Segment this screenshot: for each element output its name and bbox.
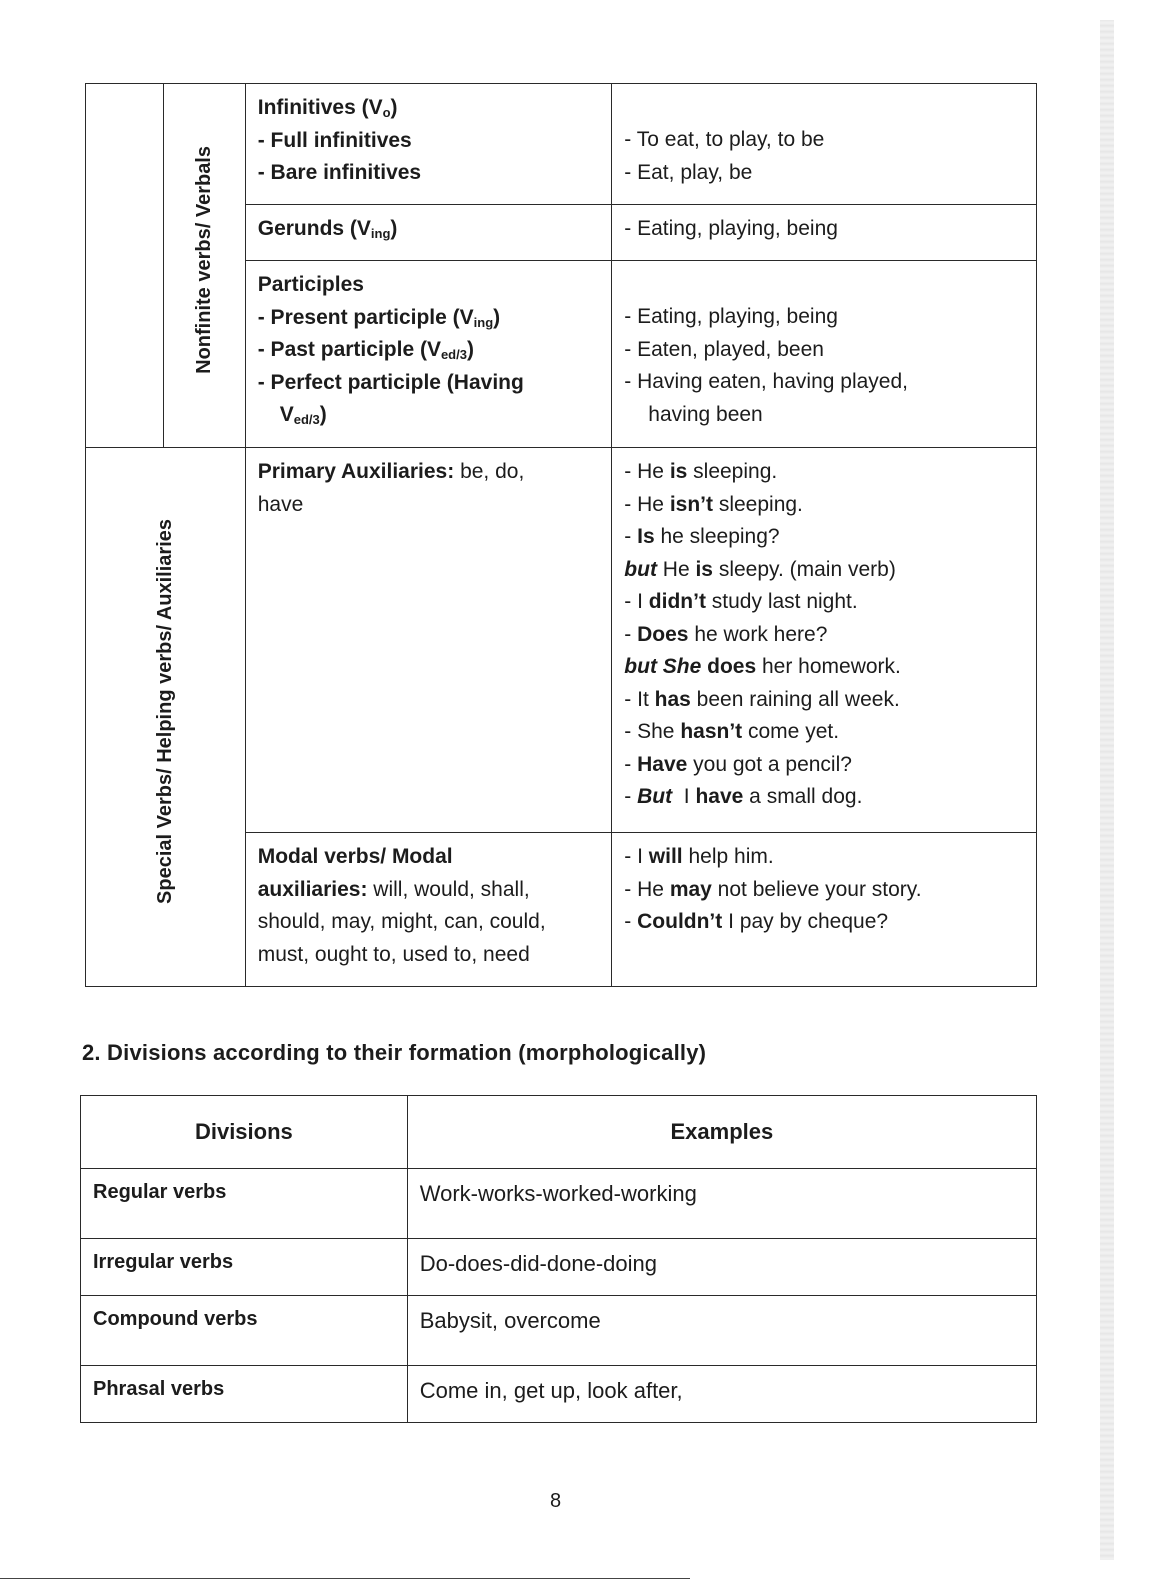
category-cell-infinitives bbox=[245, 84, 612, 205]
subscript: ing bbox=[370, 226, 391, 241]
group-label-special: Special Verbs/ Helping verbs/ Auxiliaries bbox=[154, 519, 177, 905]
example-line: - Eating, playing, being bbox=[624, 305, 838, 328]
category-line: should, may, might, can, could, bbox=[257, 910, 546, 933]
example-line: - But I have a small dog. bbox=[624, 785, 863, 808]
category-cell-gerunds bbox=[245, 205, 612, 261]
group-label-nonfinite: Nonfinite verbs/ Verbals bbox=[193, 146, 216, 375]
empty-cell bbox=[86, 84, 164, 448]
division-cell: Phrasal verbs bbox=[81, 1366, 408, 1423]
list-item: - Full infinitives bbox=[257, 128, 412, 152]
group-label-cell bbox=[163, 84, 245, 448]
list-item-end: ) bbox=[319, 403, 327, 426]
example-line: - Does he work here? bbox=[624, 622, 828, 646]
section-heading: 2. Divisions according to their formation (morphologically) bbox=[82, 1040, 707, 1065]
example-line: - He is sleeping. bbox=[624, 460, 778, 483]
example-cell: Do-does-did-done-doing bbox=[407, 1239, 1036, 1296]
column-header-examples: Examples bbox=[407, 1096, 1036, 1169]
example-line: - He may not believe your story. bbox=[624, 877, 922, 901]
example-line: - Having eaten, having played, bbox=[624, 370, 908, 393]
column-header-divisions: Divisions bbox=[81, 1096, 408, 1169]
example-line: - Is he sleeping? bbox=[624, 525, 780, 548]
category-title: Infinitives (V bbox=[257, 96, 383, 119]
example-cell-infinitives bbox=[612, 84, 1037, 205]
example-cell-modal bbox=[612, 833, 1037, 987]
example-line: - I didn’t study last night. bbox=[624, 590, 858, 613]
table-row bbox=[81, 1366, 1037, 1423]
category-title: Participles bbox=[257, 273, 364, 296]
scan-edge-artifact bbox=[1100, 20, 1114, 1560]
category-rest: be, do, bbox=[454, 460, 525, 483]
table-row bbox=[81, 1239, 1037, 1296]
category-line: must, ought to, used to, need bbox=[257, 942, 530, 966]
example-line: - I will help him. bbox=[624, 845, 774, 868]
example-line: - Have you got a pencil? bbox=[624, 752, 852, 776]
example-line: - It has been raining all week. bbox=[624, 687, 900, 711]
group-label-cell bbox=[86, 448, 246, 987]
verb-formation-table bbox=[80, 1095, 1037, 1423]
division-cell: Regular verbs bbox=[81, 1169, 408, 1239]
example-line: - Eaten, played, been bbox=[624, 337, 824, 361]
category-title: Modal verbs/ Modal bbox=[257, 845, 453, 868]
list-item-cont: V bbox=[279, 403, 294, 426]
example-cell: Babysit, overcome bbox=[407, 1296, 1036, 1366]
category-cell-participles bbox=[245, 261, 612, 448]
category-cell-modal bbox=[245, 833, 612, 987]
list-item-end: ) bbox=[493, 305, 501, 329]
example-cell-participles bbox=[612, 261, 1037, 448]
example-line: having been bbox=[648, 402, 763, 426]
list-item-end: ) bbox=[466, 338, 474, 361]
example-cell-primary bbox=[612, 448, 1037, 833]
list-item: - Present participle (V bbox=[257, 305, 474, 329]
example-line: - Eating, playing, being bbox=[624, 217, 838, 240]
category-title-end: ) bbox=[390, 217, 398, 240]
subscript: o bbox=[382, 105, 391, 120]
example-line: but He is sleepy. (main verb) bbox=[624, 557, 896, 581]
example-line: - She hasn’t come yet. bbox=[624, 720, 840, 743]
example-cell-gerunds bbox=[612, 205, 1037, 261]
example-line: - To eat, to play, to be bbox=[624, 128, 825, 151]
category-title: Primary Auxiliaries: bbox=[257, 460, 455, 483]
category-title: auxiliaries: bbox=[257, 877, 368, 901]
example-line: - He isn’t sleeping. bbox=[624, 492, 803, 516]
table-row bbox=[86, 84, 1037, 205]
table-row bbox=[86, 448, 1037, 833]
category-title: Gerunds (V bbox=[257, 217, 371, 240]
table-header-row bbox=[81, 1096, 1037, 1169]
bottom-rule bbox=[0, 1578, 690, 1579]
example-line: - Eat, play, be bbox=[624, 160, 753, 184]
table-row bbox=[81, 1296, 1037, 1366]
category-line: have bbox=[257, 492, 304, 516]
category-rest: will, would, shall, bbox=[367, 877, 530, 901]
example-line: - Couldn’t I pay by cheque? bbox=[624, 910, 889, 933]
list-item: - Bare infinitives bbox=[257, 161, 422, 184]
verb-types-table bbox=[85, 83, 1037, 987]
subscript: ing bbox=[473, 314, 494, 330]
page-number: 8 bbox=[550, 1490, 562, 1512]
table-row bbox=[81, 1169, 1037, 1239]
division-cell: Compound verbs bbox=[81, 1296, 408, 1366]
example-cell: Come in, get up, look after, bbox=[407, 1366, 1036, 1423]
example-cell: Work-works-worked-working bbox=[407, 1169, 1036, 1239]
subscript: ed/3 bbox=[293, 412, 320, 427]
example-line: but She does her homework. bbox=[624, 655, 901, 678]
list-item: - Past participle (V bbox=[257, 338, 441, 361]
category-title-end: ) bbox=[390, 96, 398, 119]
division-cell: Irregular verbs bbox=[81, 1239, 408, 1296]
category-cell-primary bbox=[245, 448, 612, 833]
list-item: - Perfect participle (Having bbox=[257, 370, 524, 394]
subscript: ed/3 bbox=[440, 347, 467, 362]
